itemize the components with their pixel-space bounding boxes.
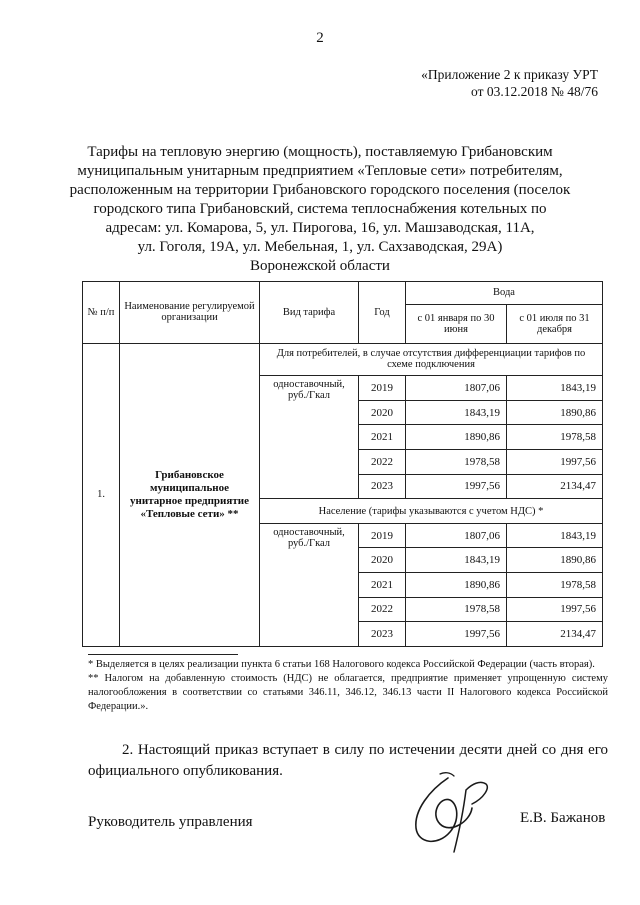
title-line: Воронежской области <box>250 258 390 274</box>
value-first-half: 1843,19 <box>406 400 507 425</box>
value-first-half: 1843,19 <box>406 548 507 573</box>
tariff-type: одноставочный, руб./Гкал <box>260 523 359 646</box>
value-first-half: 1978,58 <box>406 597 507 622</box>
value-second-half: 1890,86 <box>507 400 603 425</box>
title-line: адресам: ул. Комарова, 5, ул. Пирогова, 16, ул. Машзаводская, 11А, <box>105 220 535 236</box>
header-water: Вода <box>406 282 603 305</box>
value-second-half: 1843,19 <box>507 523 603 548</box>
organization-name: Грибановское муниципальное унитарное предприятие «Тепловые сети» ** <box>120 343 260 647</box>
value-first-half: 1807,06 <box>406 376 507 401</box>
value-second-half: 2134,47 <box>507 622 603 647</box>
value-first-half: 1890,86 <box>406 425 507 450</box>
tariff-type: одноставочный, руб./Гкал <box>260 376 359 499</box>
value-first-half: 1890,86 <box>406 573 507 598</box>
year-cell: 2023 <box>359 474 406 499</box>
title-line: городского типа Грибановский, система теплоснабжения котельных по <box>93 201 547 217</box>
value-second-half: 1978,58 <box>507 425 603 450</box>
header-num: № п/п <box>83 282 120 344</box>
document-title <box>60 143 580 276</box>
section-label: Для потребителей, в случае отсутствия дифференциации тарифов по схеме подключения <box>260 343 603 376</box>
year-cell: 2019 <box>359 523 406 548</box>
value-second-half: 1890,86 <box>507 548 603 573</box>
signatory-name: Е.В. Бажанов <box>520 810 606 826</box>
value-first-half: 1978,58 <box>406 450 507 475</box>
title-line: Тарифы на тепловую энергию (мощность), поставляемую Грибановским <box>87 144 553 160</box>
value-second-half: 1843,19 <box>507 376 603 401</box>
title-line: муниципальным унитарным предприятием «Тепловые сети» потребителям, <box>77 163 563 179</box>
year-cell: 2020 <box>359 400 406 425</box>
footnote-2: ** Налогом на добавленную стоимость (НДС) не облагается, предприятие применяет упрощенную систему налогообложения в соответствии со статьями 346.11, 346.12, 346.13 части II Налогового кодекса Российской Федерации.». <box>88 673 608 712</box>
header-type: Вид тарифа <box>260 282 359 344</box>
header-second-half: с 01 июля по 31 декабря <box>507 304 603 343</box>
footnotes <box>88 654 608 714</box>
title-line: расположенным на территории Грибановского городского поселения (поселок <box>69 182 571 198</box>
appendix-line-1: «Приложение 2 к приказу УРТ <box>421 67 598 82</box>
title-line: ул. Гоголя, 19А, ул. Мебельная, 1, ул. Сахзаводская, 29А) <box>137 239 503 255</box>
handwritten-signature <box>400 770 510 860</box>
appendix-line-2: от 03.12.2018 № 48/76 <box>471 84 598 99</box>
value-first-half: 1997,56 <box>406 474 507 499</box>
header-first-half: с 01 января по 30 июня <box>406 304 507 343</box>
value-first-half: 1997,56 <box>406 622 507 647</box>
tariff-table <box>82 281 603 647</box>
year-cell: 2023 <box>359 622 406 647</box>
signatory-position: Руководитель управления <box>88 814 253 830</box>
value-second-half: 2134,47 <box>507 474 603 499</box>
value-first-half: 1807,06 <box>406 523 507 548</box>
year-cell: 2020 <box>359 548 406 573</box>
footnote-1: * Выделяется в целях реализации пункта 6 статьи 168 Налогового кодекса Российской Федерации (часть вторая). <box>88 659 595 670</box>
paragraph-2: 2. Настоящий приказ вступает в силу по истечении десяти дней со дня его официального опубликования. <box>88 742 608 779</box>
header-org: Наименование регулируемой организации <box>120 282 260 344</box>
page-number: 2 <box>316 30 324 46</box>
year-cell: 2021 <box>359 425 406 450</box>
value-second-half: 1997,56 <box>507 450 603 475</box>
section-label: Население (тарифы указываются с учетом НДС) * <box>260 499 603 524</box>
footnote-rule <box>88 654 238 655</box>
year-cell: 2022 <box>359 597 406 622</box>
value-second-half: 1997,56 <box>507 597 603 622</box>
value-second-half: 1978,58 <box>507 573 603 598</box>
header-year: Год <box>359 282 406 344</box>
year-cell: 2022 <box>359 450 406 475</box>
year-cell: 2019 <box>359 376 406 401</box>
appendix-reference <box>278 66 598 100</box>
row-number: 1. <box>83 343 120 647</box>
year-cell: 2021 <box>359 573 406 598</box>
